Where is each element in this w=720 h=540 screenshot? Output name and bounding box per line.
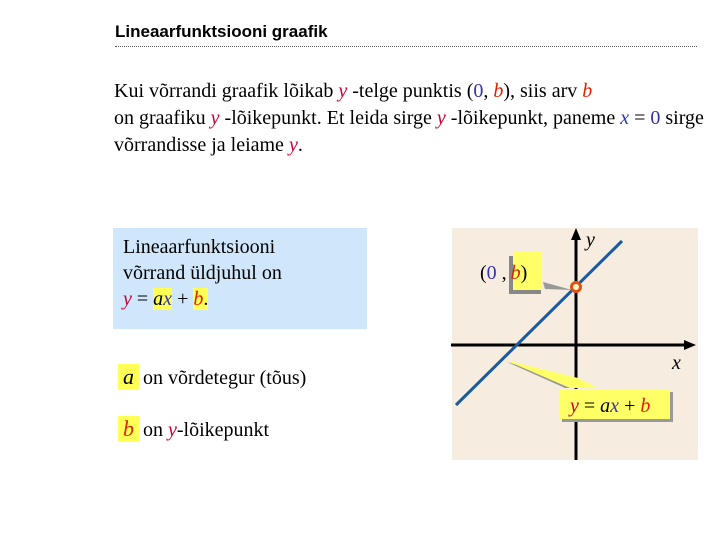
- x-axis-label: x: [672, 352, 681, 374]
- box-line: Lineaarfunktsiooni: [123, 236, 276, 258]
- y-axis-label: y: [586, 229, 595, 251]
- intercept-point: [572, 283, 581, 292]
- item-slope: a on võrdetegur (tõus): [118, 364, 306, 390]
- page-title: Lineaarfunktsiooni graafik: [115, 22, 328, 41]
- item-intercept: b on y-lõikepunkt: [118, 416, 269, 442]
- general-equation: y = ax + b.: [123, 288, 209, 310]
- intercept-label: (0 , b): [480, 262, 528, 284]
- intro-paragraph: Kui võrrandi graafik lõikab y -telge punktis (0, b), siis arv b on graafiku y -lõikepunkt. Et leida sirge y -lõikepunkt, paneme x = 0 sirge võrrandisse ja leiame y.: [114, 80, 704, 156]
- box-line: võrrand üldjuhul on: [123, 262, 282, 284]
- graph-equation: y = ax + b: [570, 395, 651, 417]
